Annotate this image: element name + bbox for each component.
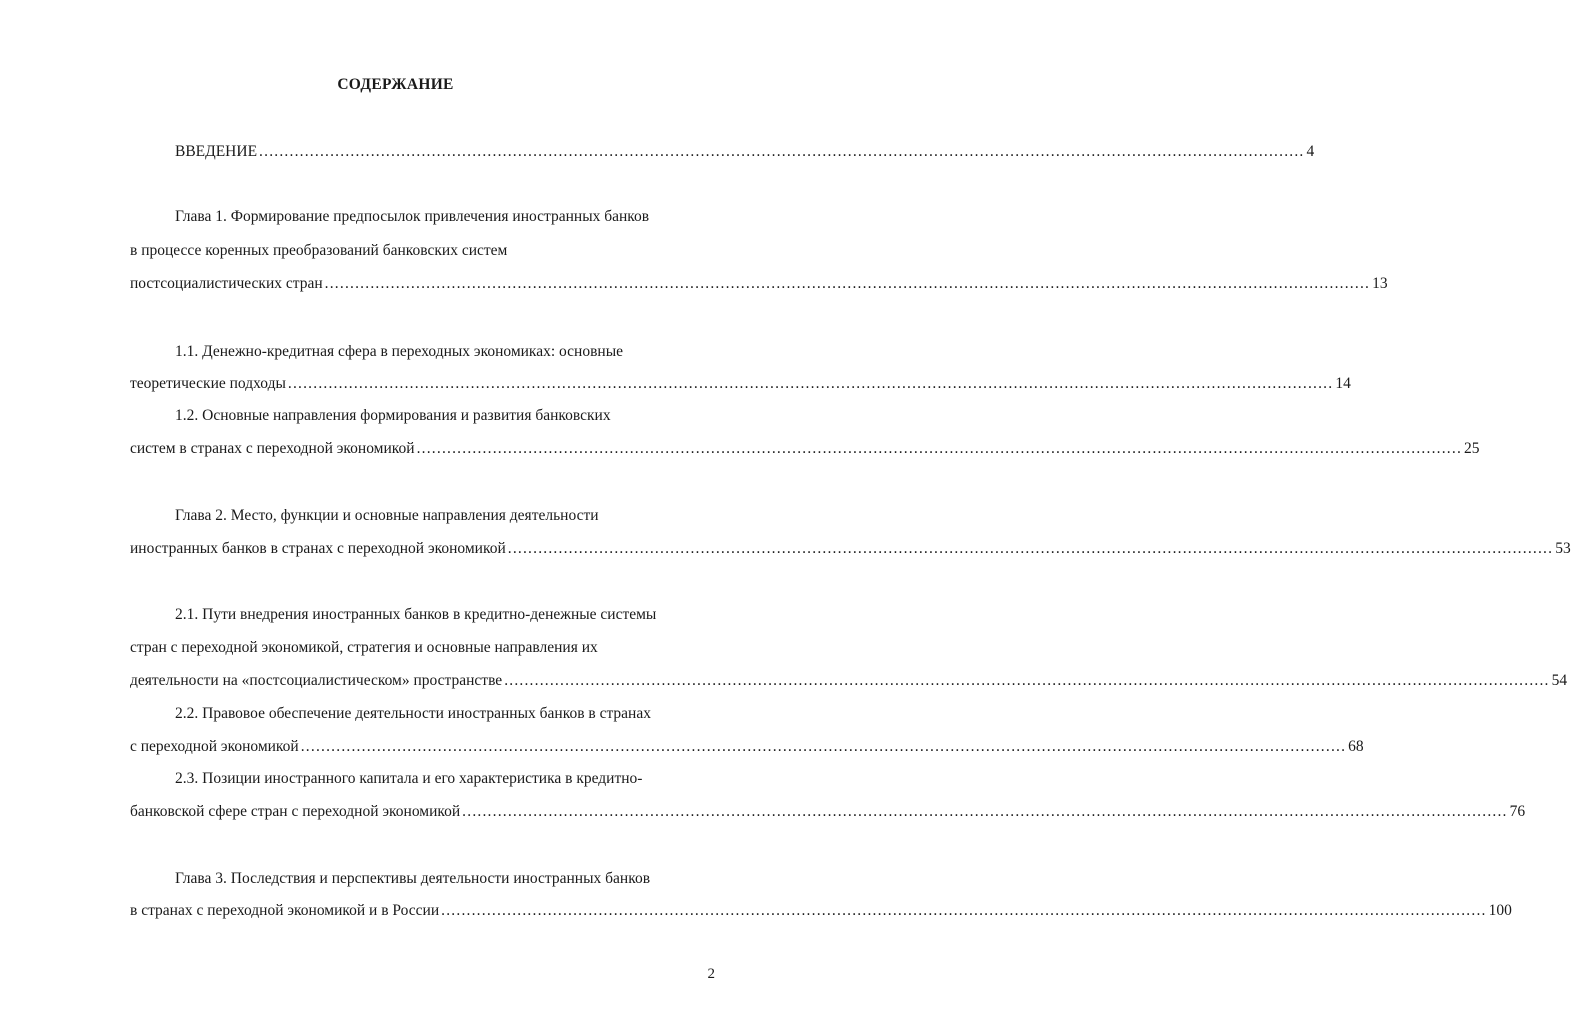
toc-section-2-2-line-2[interactable] (130, 737, 1364, 757)
toc-entry-text: теоретические подходы (130, 375, 286, 392)
toc-section-1-1-line-1[interactable]: 1.1. Денежно-кредитная сфера в переходных экономиках: основные (175, 343, 623, 360)
toc-section-1-2-line-1[interactable]: 1.2. Основные направления формирования и развития банковских (175, 407, 611, 424)
toc-leader-dots: .............................................................................................................................................................................................................. (462, 803, 1508, 820)
toc-section-2-2-line-1[interactable]: 2.2. Правовое обеспечение деятельности иностранных банков в странах (175, 705, 651, 722)
toc-leader-dots: .............................................................................................................................................................................................................. (287, 375, 1334, 392)
toc-chapter-2-line-1[interactable]: Глава 2. Место, функции и основные направления деятельности (175, 507, 599, 524)
toc-section-1-1-line-2[interactable] (130, 374, 1351, 394)
toc-chapter-3-line-2[interactable] (130, 901, 1512, 921)
toc-entry-text: деятельности на «постсоциалистическом» пространстве (130, 672, 503, 689)
toc-page-number: 76 (1509, 803, 1526, 820)
toc-leader-dots: .............................................................................................................................................................................................................. (416, 440, 1463, 457)
toc-page-number: 68 (1348, 738, 1364, 755)
toc-leader-dots: .............................................................................................................................................................................................................. (441, 902, 1487, 919)
toc-chapter-2-line-2[interactable] (130, 539, 1571, 559)
toc-leader-dots: .............................................................................................................................................................................................................. (507, 540, 1554, 557)
toc-page-number: 25 (1464, 440, 1480, 457)
toc-leader-dots: .............................................................................................................................................................................................................. (300, 738, 1347, 755)
toc-chapter-1-line-2[interactable]: в процессе коренных преобразований банковских систем (130, 242, 508, 259)
toc-page-number: 14 (1335, 375, 1351, 392)
toc-section-2-1-line-3[interactable] (130, 671, 1568, 691)
toc-section-2-3-line-2[interactable] (130, 802, 1526, 822)
toc-entry-text: с переходной экономикой (130, 738, 299, 755)
toc-entry-introduction[interactable] (175, 142, 1315, 162)
page-title: СОДЕРЖАНИЕ (337, 76, 454, 93)
toc-page-number: 53 (1555, 540, 1571, 557)
toc-page-number: 4 (1306, 143, 1315, 160)
toc-leader-dots: .............................................................................................................................................................................................................. (504, 672, 1550, 689)
toc-section-2-1-line-1[interactable]: 2.1. Пути внедрения иностранных банков в кредитно-денежные системы (175, 606, 657, 623)
toc-section-2-3-line-1[interactable]: 2.3. Позиции иностранного капитала и его характеристика в кредитно- (175, 770, 643, 787)
toc-leader-dots: .............................................................................................................................................................................................................. (259, 143, 1305, 160)
toc-section-2-1-line-2[interactable]: стран с переходной экономикой, стратегия и основные направления их (130, 639, 598, 656)
toc-chapter-1-line-1[interactable]: Глава 1. Формирование предпосылок привлечения иностранных банков (175, 208, 650, 225)
page-number: 2 (707, 966, 715, 982)
toc-entry-text: банковской сфере стран с переходной экономикой (130, 803, 461, 820)
toc-page-number: 100 (1488, 902, 1512, 919)
toc-leader-dots: .............................................................................................................................................................................................................. (324, 275, 1371, 292)
toc-page-number: 54 (1551, 672, 1568, 689)
toc-chapter-1-line-3[interactable] (130, 274, 1388, 294)
toc-entry-text: ВВЕДЕНИЕ (175, 143, 258, 160)
toc-chapter-3-line-1[interactable]: Глава 3. Последствия и перспективы деятельности иностранных банков (175, 870, 651, 887)
toc-page-number: 13 (1372, 275, 1388, 292)
toc-entry-text: систем в странах с переходной экономикой (130, 440, 415, 457)
toc-entry-text: в странах с переходной экономикой и в России (130, 902, 440, 919)
toc-entry-text: иностранных банков в странах с переходной экономикой (130, 540, 506, 557)
toc-section-1-2-line-2[interactable] (130, 439, 1480, 459)
toc-entry-text: постсоциалистических стран (130, 275, 323, 292)
